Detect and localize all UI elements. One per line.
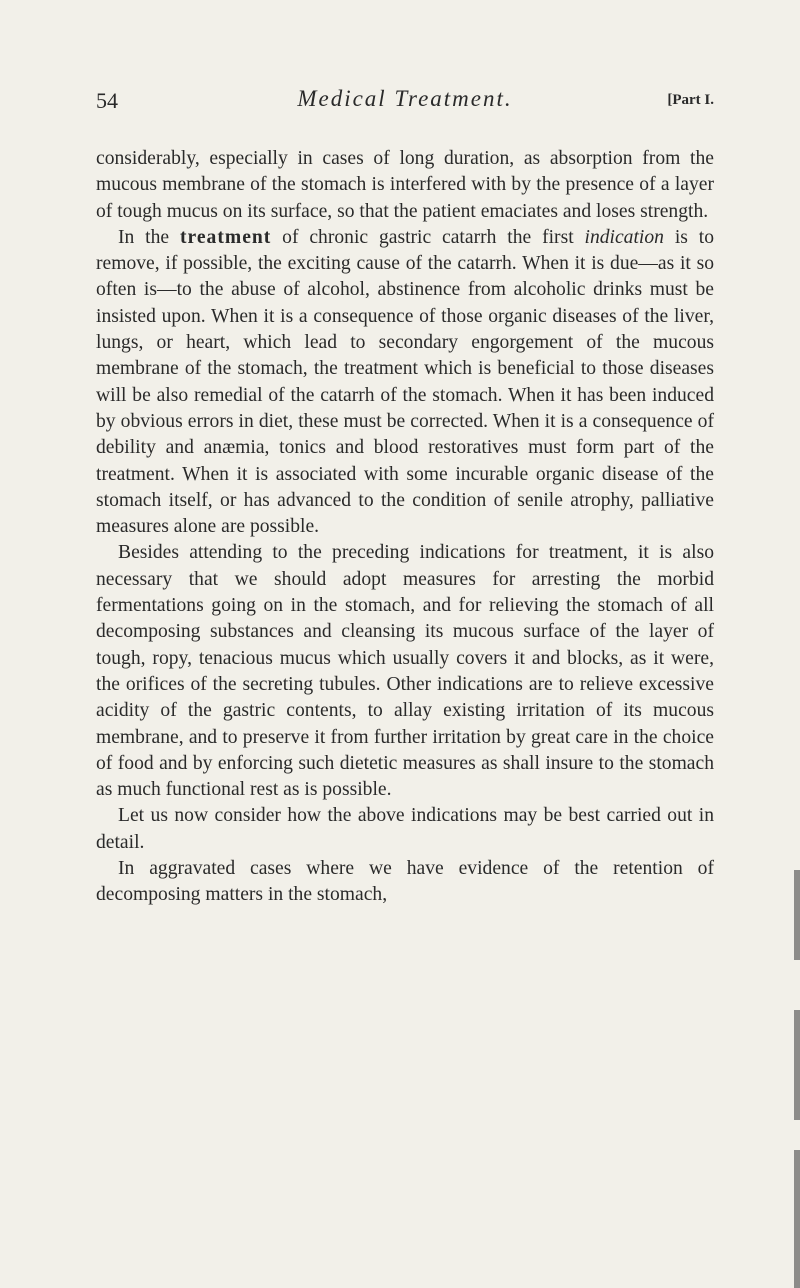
paragraph-text: In the xyxy=(118,226,180,248)
running-title: Medical Treatment. xyxy=(297,86,513,111)
page-number: 54 xyxy=(96,88,118,113)
page-edge-shadow xyxy=(794,870,800,960)
page-edge-shadow xyxy=(794,1010,800,1120)
emphasis-treatment: treatment xyxy=(179,226,272,248)
paragraph-continuation: considerably, especially in cases of long duration, as absorption from the mucous membrane of the stomach is interfered with by the presence of a layer of tough mucus on its surface, so that the patient emaciates and loses strength. xyxy=(96,148,714,222)
body-text xyxy=(96,146,714,909)
paragraph-text: is to remove, if possible, the exciting cause of the catarrh. When it is due—as it so often is—to the abuse of alcohol, abstinence from alcoholic drinks must be insisted upon. When it is a consequence of those organic diseases of the liver, lungs, or heart, which lead to secondary engorgement of the mucous membrane of the stomach, the treatment which is beneficial to those diseases will be also remedial of the catarrh of the stomach. When it has been induced by obvious errors in diet, these must be corrected. When it is a consequence of debility and anæmia, tonics and blood restoratives must form part of the treatment. When it is associated with some incurable organic disease of the stomach itself, or has advanced to the condition of senile atrophy, palliative measures alone are possible. xyxy=(96,226,714,538)
emphasis-indication: indication xyxy=(584,226,664,248)
paragraph-text: of chronic gastric catarrh the first xyxy=(271,226,585,248)
paragraph-aggravated: In aggravated cases where we have evidence of the retention of decomposing matters in the stomach, xyxy=(96,858,714,906)
part-label: [Part I. xyxy=(667,92,714,108)
paragraph-consider: Let us now consider how the above indications may be best carried out in detail. xyxy=(96,805,714,853)
paragraph-indications: Besides attending to the preceding indications for treatment, it is also necessary that we should adopt measures for arresting the morbid fermentations going on in the stomach, and for relieving the stomach of all decomposing substances and cleansing its mucous surface of the layer of tough, ropy, tenacious mucus which usually covers it and blocks, as it were, the orifices of the secreting tubules. Other indications are to relieve excessive acidity of the gastric contents, to allay existing irritation of its mucous membrane, and to preserve it from further irritation by great care in the choice of food and by enforcing such dietetic measures as shall insure to the stomach as much functional rest as is possible. xyxy=(96,542,714,801)
paragraph-treatment xyxy=(96,225,714,541)
page-header xyxy=(96,88,714,120)
page-edge-shadow xyxy=(794,1150,800,1288)
